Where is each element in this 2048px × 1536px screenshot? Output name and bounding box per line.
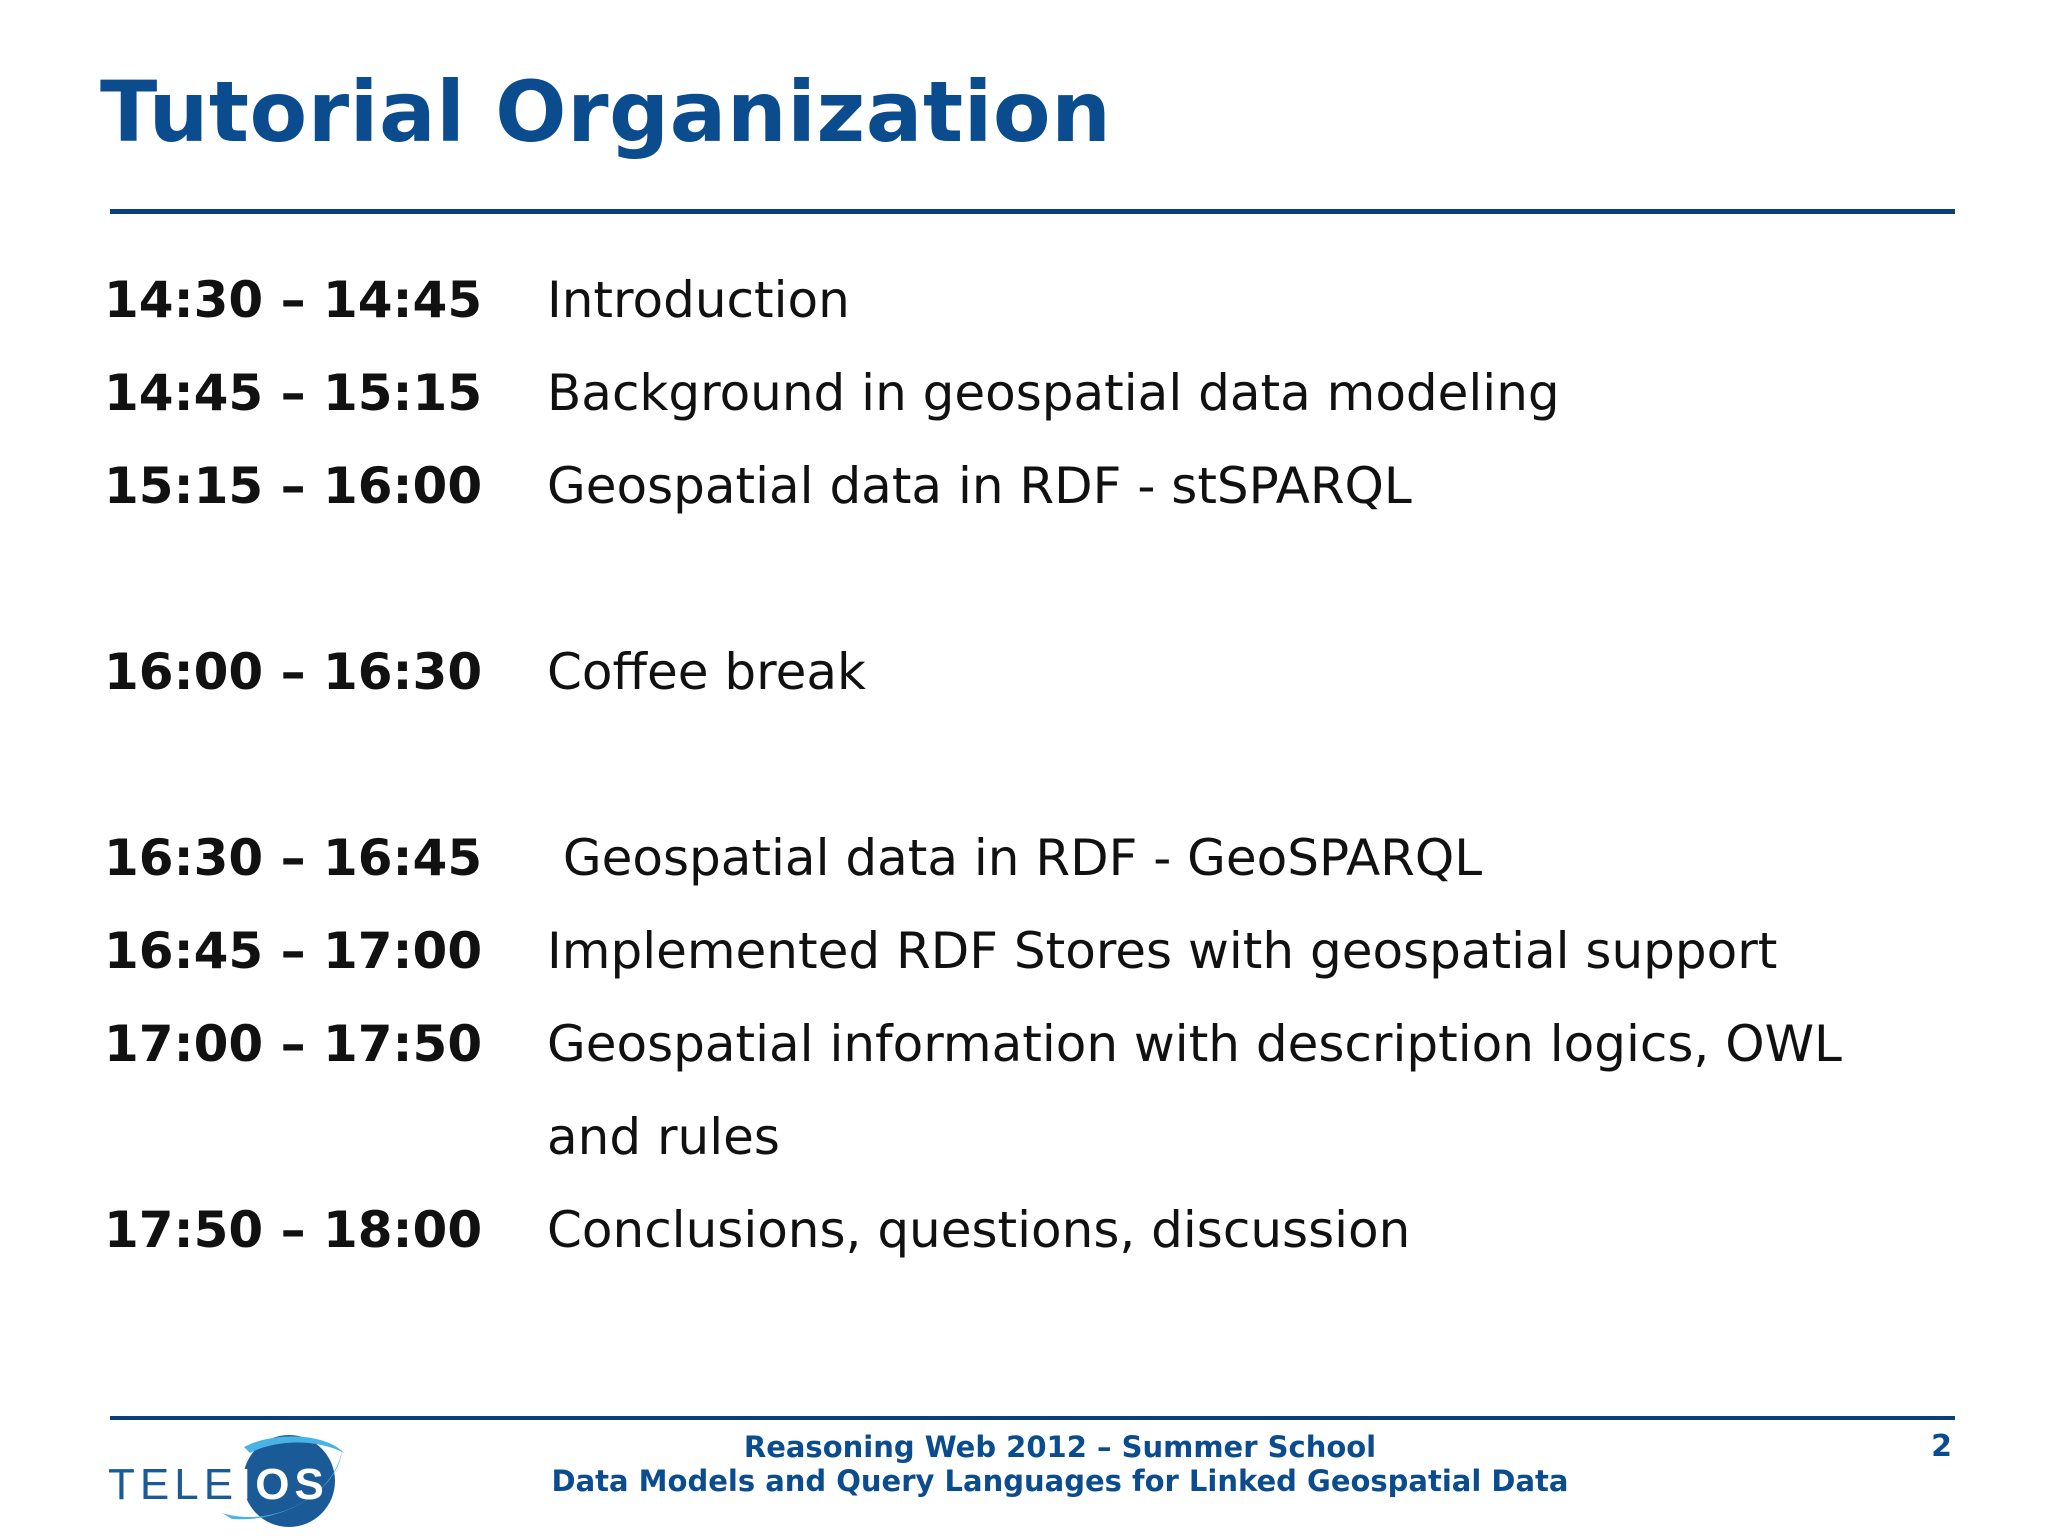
title-divider bbox=[110, 209, 1955, 214]
agenda-row bbox=[104, 626, 1944, 719]
agenda-time: 17:50 – 18:00 bbox=[104, 1201, 483, 1259]
footer-caption bbox=[500, 1430, 1620, 1498]
teleios-logo bbox=[104, 1425, 349, 1535]
agenda-description: Background in geospatial data modeling bbox=[547, 364, 1560, 422]
agenda-row bbox=[104, 254, 1944, 347]
agenda-time: 16:30 – 16:45 bbox=[104, 829, 483, 887]
footer-talk-title: Data Models and Query Languages for Linked Geospatial Data bbox=[551, 1464, 1569, 1498]
footer-event: Reasoning Web 2012 – Summer School bbox=[743, 1430, 1377, 1464]
agenda-description: Implemented RDF Stores with geospatial support bbox=[547, 922, 1778, 980]
agenda-description: Introduction bbox=[547, 271, 850, 329]
agenda-row bbox=[104, 1184, 1944, 1277]
agenda-description: Conclusions, questions, discussion bbox=[547, 1201, 1411, 1259]
agenda-description: Geospatial data in RDF - stSPARQL bbox=[547, 457, 1412, 515]
agenda-description: Geospatial data in RDF - GeoSPARQL bbox=[547, 829, 1483, 887]
footer-divider bbox=[110, 1416, 1955, 1420]
agenda-row bbox=[104, 998, 1944, 1184]
agenda-description: Geospatial information with description logics, OWL and rules bbox=[547, 1015, 1842, 1166]
slide-title: Tutorial Organization bbox=[100, 63, 1112, 161]
agenda-time: 16:45 – 17:00 bbox=[104, 922, 483, 980]
agenda-row bbox=[104, 812, 1944, 905]
agenda-time: 15:15 – 16:00 bbox=[104, 457, 483, 515]
agenda-row bbox=[104, 905, 1944, 998]
agenda-row bbox=[104, 440, 1944, 533]
agenda-time: 17:00 – 17:50 bbox=[104, 1015, 483, 1073]
agenda-description: Coffee break bbox=[547, 643, 866, 701]
agenda-time: 16:00 – 16:30 bbox=[104, 643, 483, 701]
agenda-list bbox=[104, 254, 1944, 1277]
page-number: 2 bbox=[1931, 1429, 1952, 1464]
agenda-row bbox=[104, 347, 1944, 440]
logo-text-left: TELEIOS bbox=[108, 1460, 329, 1509]
agenda-time: 14:45 – 15:15 bbox=[104, 364, 483, 422]
agenda-time: 14:30 – 14:45 bbox=[104, 271, 483, 329]
